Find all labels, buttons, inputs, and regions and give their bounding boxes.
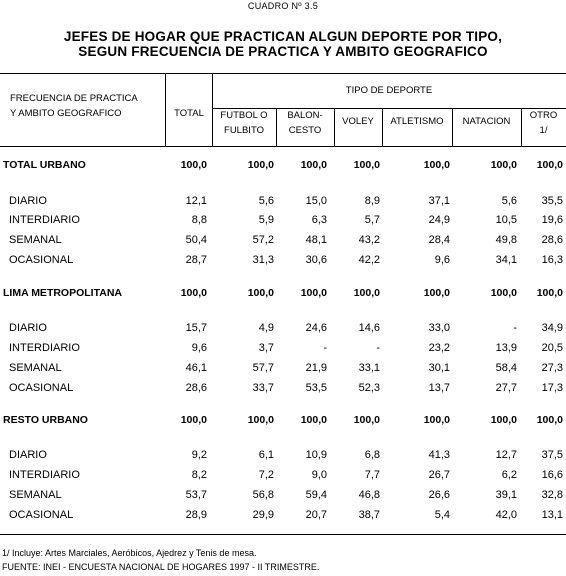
cell-value: 4,9 bbox=[258, 322, 274, 334]
cell-value: 28,6 bbox=[185, 382, 207, 394]
table-row bbox=[0, 212, 566, 228]
table-row bbox=[0, 380, 566, 396]
cell-value: 20,7 bbox=[305, 509, 327, 521]
cell-value: 6,8 bbox=[364, 449, 380, 461]
cell-value: 34,1 bbox=[495, 254, 517, 266]
cell-value: 59,4 bbox=[305, 489, 327, 501]
cell-value: - bbox=[376, 342, 380, 354]
stub-header bbox=[10, 91, 160, 121]
cell-value: 16,6 bbox=[541, 469, 563, 481]
cell-value: 28,6 bbox=[541, 234, 563, 246]
table-row bbox=[0, 193, 566, 209]
column-header-line-2: FULBITO bbox=[224, 125, 264, 136]
cell-value: 37,1 bbox=[428, 195, 450, 207]
table-row bbox=[0, 447, 566, 463]
column-header-voley bbox=[334, 114, 382, 129]
cell-value: 27,3 bbox=[541, 362, 563, 374]
cell-value: 7,7 bbox=[364, 469, 380, 481]
cell-value: 5,4 bbox=[434, 509, 450, 521]
cell-value: 100,0 bbox=[490, 287, 517, 299]
row-label: DIARIO bbox=[9, 449, 47, 461]
header-bottom-rule bbox=[0, 146, 566, 147]
cell-value: 100,0 bbox=[300, 159, 327, 171]
table-row bbox=[0, 252, 566, 268]
source-note: FUENTE: INEI - ENCUESTA NACIONAL DE HOGARES 1997 - II TRIMESTRE. bbox=[2, 562, 320, 572]
cell-value: 21,9 bbox=[305, 362, 327, 374]
cell-value: 46,1 bbox=[185, 362, 207, 374]
cell-value: 42,0 bbox=[495, 509, 517, 521]
cell-value: 100,0 bbox=[536, 159, 563, 171]
cell-value: 48,1 bbox=[305, 234, 327, 246]
cell-value: 100,0 bbox=[247, 287, 274, 299]
table-row bbox=[0, 320, 566, 336]
table-row bbox=[0, 232, 566, 248]
cell-value: 49,8 bbox=[495, 234, 517, 246]
stub-header-line-1: FRECUENCIA DE PRACTICA bbox=[10, 93, 138, 104]
cell-value: 28,7 bbox=[185, 254, 207, 266]
row-label: OCASIONAL bbox=[9, 254, 74, 266]
cell-value: 52,3 bbox=[358, 382, 380, 394]
cell-value: 100,0 bbox=[423, 159, 450, 171]
cell-value: 100,0 bbox=[490, 414, 517, 426]
cell-value: 10,5 bbox=[495, 214, 517, 226]
cell-value: 43,2 bbox=[358, 234, 380, 246]
cell-value: 100,0 bbox=[353, 159, 380, 171]
cell-value: 8,8 bbox=[191, 214, 207, 226]
column-header-otro bbox=[521, 108, 566, 138]
cell-value: 29,9 bbox=[252, 509, 274, 521]
cell-value: 42,2 bbox=[358, 254, 380, 266]
cell-value: 13,9 bbox=[495, 342, 517, 354]
cell-value: 100,0 bbox=[180, 159, 207, 171]
cell-value: 57,2 bbox=[252, 234, 274, 246]
footnote: 1/ Incluye: Artes Marciales, Aeróbicos, Ajedrez y Tenis de mesa. bbox=[2, 548, 257, 558]
column-header-natacion bbox=[452, 114, 521, 129]
cell-value: 30,1 bbox=[428, 362, 450, 374]
column-header-baloncesto bbox=[276, 108, 334, 138]
cell-value: 31,3 bbox=[252, 254, 274, 266]
column-header-line-1: VOLEY bbox=[342, 116, 374, 127]
column-header-line-2: 1/ bbox=[539, 125, 548, 136]
row-label: INTERDIARIO bbox=[9, 342, 80, 354]
cell-value: 100,0 bbox=[300, 414, 327, 426]
column-header-line-1: FUTBOL O bbox=[220, 110, 268, 121]
cell-value: 100,0 bbox=[536, 287, 563, 299]
cell-value: 53,5 bbox=[305, 382, 327, 394]
cell-value: 10,9 bbox=[305, 449, 327, 461]
cell-value: 33,1 bbox=[358, 362, 380, 374]
table-row bbox=[0, 487, 566, 503]
cell-value: 100,0 bbox=[247, 159, 274, 171]
cell-value: 5,6 bbox=[258, 195, 274, 207]
cell-value: 19,6 bbox=[541, 214, 563, 226]
table-title-line-1: JEFES DE HOGAR QUE PRACTICAN ALGUN DEPORTE POR TIPO, bbox=[63, 29, 503, 44]
cell-value: 57,7 bbox=[252, 362, 274, 374]
cell-value: 20,5 bbox=[541, 342, 563, 354]
cell-value: 5,6 bbox=[501, 195, 517, 207]
row-label: RESTO URBANO bbox=[3, 414, 88, 426]
cell-value: 34,9 bbox=[541, 322, 563, 334]
cell-value: 53,7 bbox=[185, 489, 207, 501]
cell-value: 6,1 bbox=[258, 449, 274, 461]
row-label: DIARIO bbox=[9, 195, 47, 207]
stub-header-line-2: Y AMBITO GEOGRAFICO bbox=[10, 108, 122, 119]
table-row bbox=[0, 340, 566, 356]
row-label: INTERDIARIO bbox=[9, 469, 80, 481]
cell-value: 14,6 bbox=[358, 322, 380, 334]
cell-value: 8,2 bbox=[191, 469, 207, 481]
cell-value: 100,0 bbox=[247, 414, 274, 426]
cell-value: 100,0 bbox=[353, 414, 380, 426]
cell-value: 6,2 bbox=[501, 469, 517, 481]
cell-value: 100,0 bbox=[423, 287, 450, 299]
cell-value: 24,6 bbox=[305, 322, 327, 334]
cell-value: 24,9 bbox=[428, 214, 450, 226]
cell-value: 100,0 bbox=[180, 287, 207, 299]
cell-value: 16,3 bbox=[541, 254, 563, 266]
cell-value: 17,3 bbox=[541, 382, 563, 394]
column-header-futbol bbox=[212, 108, 276, 138]
cell-value: 30,6 bbox=[305, 254, 327, 266]
table-number: CUADRO Nº 3.5 bbox=[247, 1, 319, 11]
cell-value: 3,7 bbox=[258, 342, 274, 354]
total-header: TOTAL bbox=[174, 108, 204, 119]
cell-value: 8,9 bbox=[364, 195, 380, 207]
cell-value: 33,0 bbox=[428, 322, 450, 334]
table-bottom-rule bbox=[0, 534, 566, 535]
row-label: OCASIONAL bbox=[9, 509, 74, 521]
cell-value: 100,0 bbox=[353, 287, 380, 299]
section-row bbox=[0, 157, 566, 173]
cell-value: 26,7 bbox=[428, 469, 450, 481]
section-row bbox=[0, 285, 566, 301]
group-header: TIPO DE DEPORTE bbox=[345, 85, 433, 96]
cell-value: - bbox=[323, 342, 327, 354]
cell-value: 35,5 bbox=[541, 195, 563, 207]
table-top-rule bbox=[0, 73, 566, 74]
cell-value: 26,6 bbox=[428, 489, 450, 501]
column-header-line-1: NATACION bbox=[462, 116, 511, 127]
cell-value: 6,3 bbox=[311, 214, 327, 226]
cell-value: 12,1 bbox=[185, 195, 207, 207]
cell-value: 100,0 bbox=[300, 287, 327, 299]
cell-value: 100,0 bbox=[536, 414, 563, 426]
cell-value: 100,0 bbox=[490, 159, 517, 171]
cell-value: 9,2 bbox=[191, 449, 207, 461]
row-label: SEMANAL bbox=[9, 489, 62, 501]
cell-value: 28,9 bbox=[185, 509, 207, 521]
cell-value: 46,8 bbox=[358, 489, 380, 501]
column-header-line-1: ATLETISMO bbox=[390, 116, 444, 127]
cell-value: 56,8 bbox=[252, 489, 274, 501]
cell-value: 33,7 bbox=[252, 382, 274, 394]
cell-value: 28,4 bbox=[428, 234, 450, 246]
cell-value: 5,9 bbox=[258, 214, 274, 226]
column-header-line-2: CESTO bbox=[288, 125, 322, 136]
cell-value: 100,0 bbox=[423, 414, 450, 426]
cell-value: 100,0 bbox=[180, 414, 207, 426]
cell-value: 50,4 bbox=[185, 234, 207, 246]
table-row bbox=[0, 507, 566, 523]
cell-value: 15,0 bbox=[305, 195, 327, 207]
cell-value: - bbox=[513, 322, 517, 334]
row-label: OCASIONAL bbox=[9, 382, 74, 394]
row-label: LIMA METROPOLITANA bbox=[3, 287, 122, 299]
column-header-atletismo bbox=[382, 114, 452, 129]
cell-value: 32,8 bbox=[541, 489, 563, 501]
row-label: SEMANAL bbox=[9, 362, 62, 374]
cell-value: 13,7 bbox=[428, 382, 450, 394]
cell-value: 9,0 bbox=[311, 469, 327, 481]
cell-value: 27,7 bbox=[495, 382, 517, 394]
cell-value: 39,1 bbox=[495, 489, 517, 501]
cell-value: 9,6 bbox=[434, 254, 450, 266]
table-row bbox=[0, 360, 566, 376]
cell-value: 58,4 bbox=[495, 362, 517, 374]
cell-value: 7,2 bbox=[258, 469, 274, 481]
row-label: INTERDIARIO bbox=[9, 214, 80, 226]
cell-value: 13,1 bbox=[541, 509, 563, 521]
section-row bbox=[0, 412, 566, 428]
cell-value: 23,2 bbox=[428, 342, 450, 354]
row-label: SEMANAL bbox=[9, 234, 62, 246]
cell-value: 9,6 bbox=[191, 342, 207, 354]
row-label: DIARIO bbox=[9, 322, 47, 334]
table-row bbox=[0, 467, 566, 483]
column-header-line-1: BALON- bbox=[287, 110, 323, 121]
cell-value: 5,7 bbox=[364, 214, 380, 226]
cell-value: 41,3 bbox=[428, 449, 450, 461]
table-title-line-2: SEGUN FRECUENCIA DE PRACTICA Y AMBITO GEOGRAFICO bbox=[78, 44, 488, 59]
cell-value: 37,5 bbox=[541, 449, 563, 461]
cell-value: 38,7 bbox=[358, 509, 380, 521]
cell-value: 15,7 bbox=[185, 322, 207, 334]
cell-value: 12,7 bbox=[495, 449, 517, 461]
column-header-line-1: OTRO bbox=[529, 110, 558, 121]
row-label: TOTAL URBANO bbox=[3, 159, 86, 171]
